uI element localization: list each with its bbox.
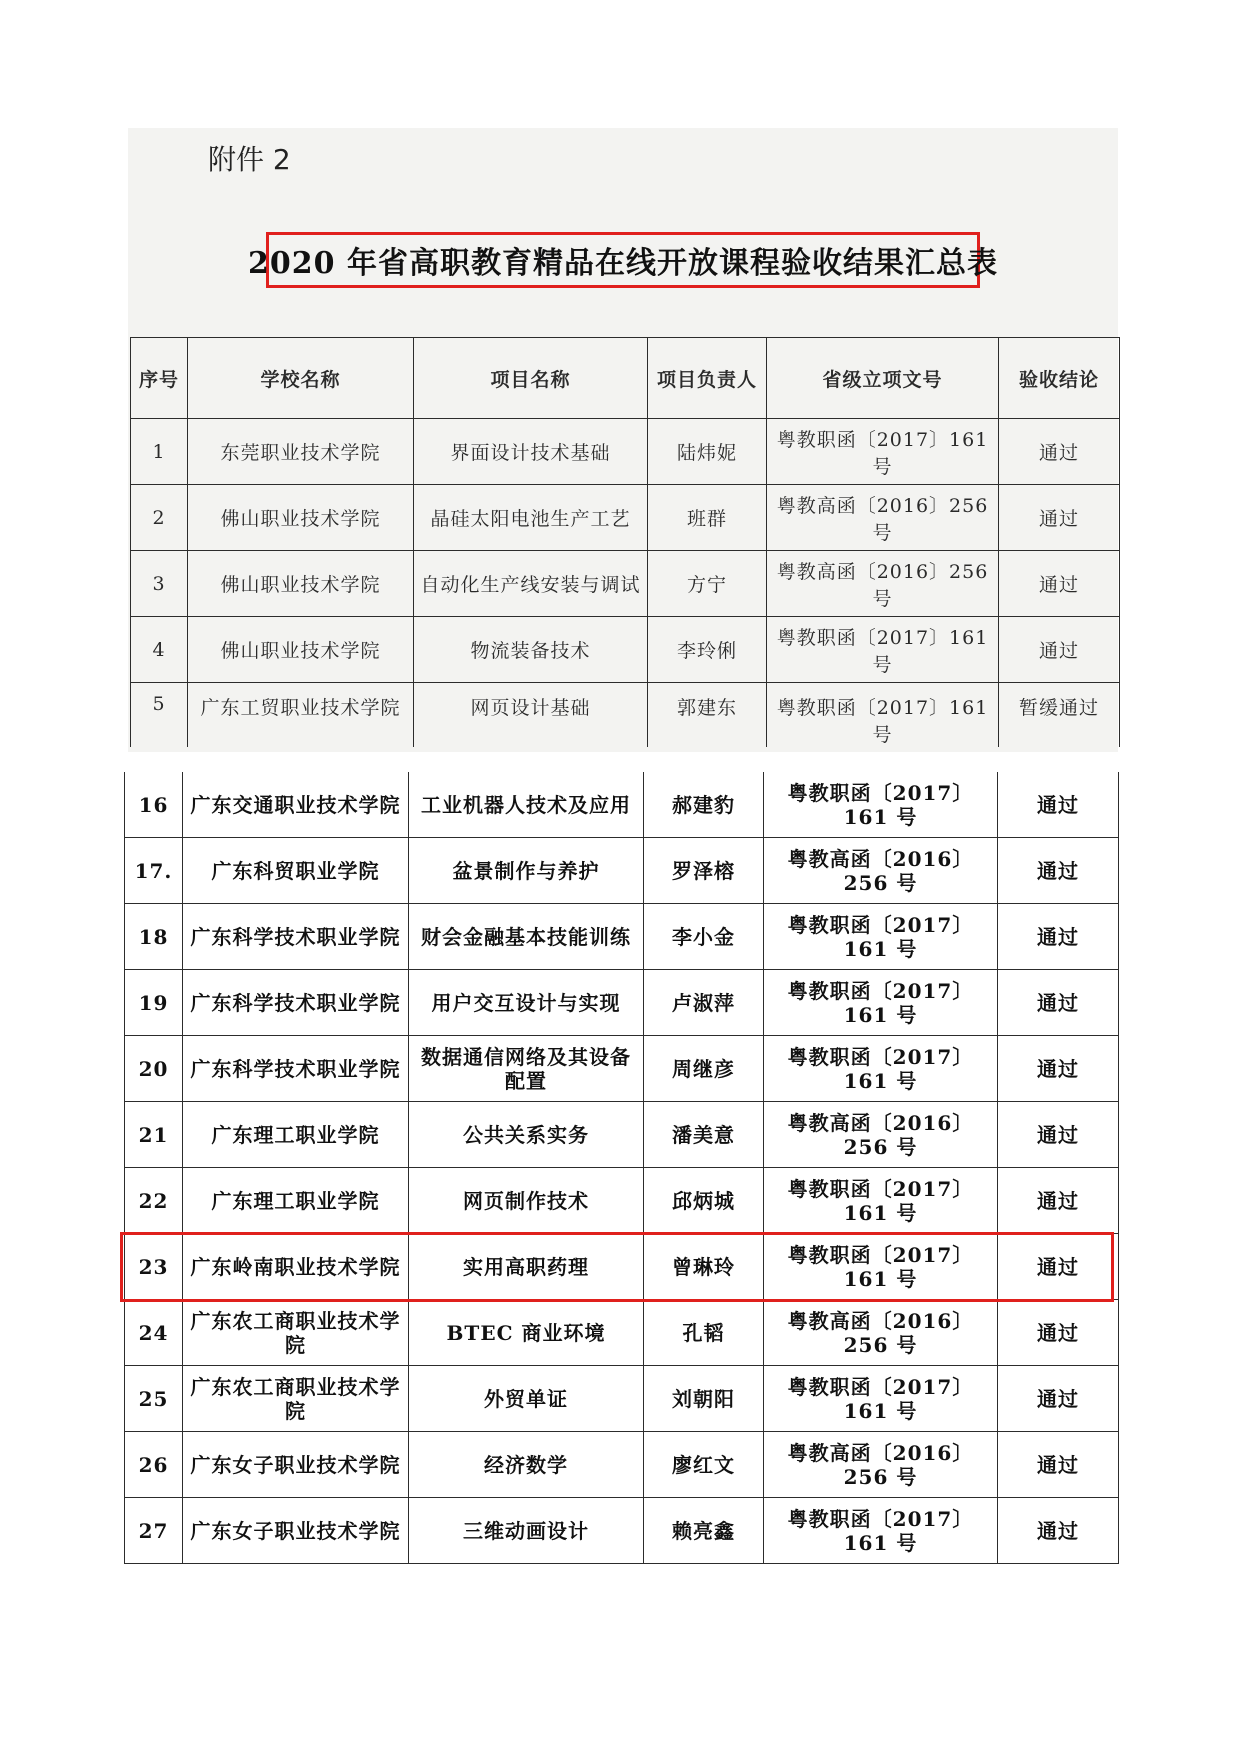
cell-doc: 粤教职函〔2017〕161 号 <box>767 419 999 485</box>
cell-project: 用户交互设计与实现 <box>409 970 644 1036</box>
header-school: 学校名称 <box>188 338 414 419</box>
table-row <box>125 838 1119 904</box>
cell-project: 自动化生产线安装与调试 <box>414 551 648 617</box>
cell-result: 通过 <box>998 904 1119 970</box>
cell-no: 19 <box>125 970 183 1036</box>
cell-result: 通过 <box>998 1366 1119 1432</box>
cell-no: 27 <box>125 1498 183 1564</box>
cell-leader: 曾琳玲 <box>644 1234 764 1300</box>
cell-doc: 粤教职函〔2017〕161 号 <box>764 970 998 1036</box>
cell-project: 经济数学 <box>409 1432 644 1498</box>
cell-leader: 廖红文 <box>644 1432 764 1498</box>
table-header-row <box>131 338 1120 419</box>
cell-no: 26 <box>125 1432 183 1498</box>
cell-project: 盆景制作与养护 <box>409 838 644 904</box>
cell-result: 通过 <box>998 1300 1119 1366</box>
table-row <box>131 485 1120 551</box>
cell-project: 物流装备技术 <box>414 617 648 683</box>
cell-doc: 粤教职函〔2017〕161 号 <box>764 1168 998 1234</box>
cell-no: 24 <box>125 1300 183 1366</box>
cell-result: 通过 <box>998 838 1119 904</box>
cell-no: 23 <box>125 1234 183 1300</box>
cell-project: 网页制作技术 <box>409 1168 644 1234</box>
document-title: 2020 年省高职教育精品在线开放课程验收结果汇总表 <box>248 246 998 281</box>
table-row <box>125 1168 1119 1234</box>
header-result: 验收结论 <box>999 338 1120 419</box>
row-23-highlight-box <box>120 1232 1114 1302</box>
cell-school: 广东农工商职业技术学院 <box>183 1366 409 1432</box>
cell-no: 17. <box>125 838 183 904</box>
table-row <box>125 1366 1119 1432</box>
header-leader: 项目负责人 <box>648 338 767 419</box>
cell-result: 通过 <box>998 1234 1119 1300</box>
cell-leader: 方宁 <box>648 551 767 617</box>
cell-leader: 李小金 <box>644 904 764 970</box>
cell-school: 广东岭南职业技术学院 <box>183 1234 409 1300</box>
results-table-bottom <box>124 772 1119 1564</box>
table-row <box>125 772 1119 838</box>
cell-leader: 孔韬 <box>644 1300 764 1366</box>
cell-result: 通过 <box>999 419 1120 485</box>
cell-project: 实用高职药理 <box>409 1234 644 1300</box>
cell-school: 广东女子职业技术学院 <box>183 1498 409 1564</box>
table-row <box>131 683 1120 748</box>
cell-no: 22 <box>125 1168 183 1234</box>
cell-doc: 粤教职函〔2017〕161 号 <box>764 1366 998 1432</box>
title-highlight-box <box>248 232 998 288</box>
cell-doc: 粤教职函〔2017〕161 号 <box>764 1498 998 1564</box>
cell-no: 4 <box>131 617 188 683</box>
cell-doc: 粤教高函〔2016〕256 号 <box>767 485 999 551</box>
cell-school: 广东工贸职业技术学院 <box>188 683 414 748</box>
cell-school: 广东科贸职业学院 <box>183 838 409 904</box>
table-row <box>125 1300 1119 1366</box>
cell-school: 广东理工职业学院 <box>183 1102 409 1168</box>
cell-doc: 粤教职函〔2017〕161 号 <box>764 772 998 838</box>
cell-project: 公共关系实务 <box>409 1102 644 1168</box>
cell-leader: 郝建豹 <box>644 772 764 838</box>
results-table-top <box>130 337 1120 747</box>
table-row <box>131 551 1120 617</box>
header-no: 序号 <box>131 338 188 419</box>
cell-leader: 赖亮鑫 <box>644 1498 764 1564</box>
cell-school: 广东理工职业学院 <box>183 1168 409 1234</box>
cell-school: 广东女子职业技术学院 <box>183 1432 409 1498</box>
cell-school: 广东科学技术职业学院 <box>183 904 409 970</box>
cell-school: 佛山职业技术学院 <box>188 551 414 617</box>
cell-no: 5 <box>131 683 188 748</box>
cell-school: 广东科学技术职业学院 <box>183 1036 409 1102</box>
cell-leader: 卢淑萍 <box>644 970 764 1036</box>
cell-project: 工业机器人技术及应用 <box>409 772 644 838</box>
cell-result: 通过 <box>998 1498 1119 1564</box>
cell-leader: 李玲俐 <box>648 617 767 683</box>
cell-no: 25 <box>125 1366 183 1432</box>
cell-doc: 粤教职函〔2017〕161 号 <box>767 617 999 683</box>
cell-result: 通过 <box>998 1168 1119 1234</box>
cell-result: 通过 <box>999 551 1120 617</box>
cell-result: 暂缓通过 <box>999 683 1120 748</box>
cell-school: 广东交通职业技术学院 <box>183 772 409 838</box>
cell-project: BTEC 商业环境 <box>409 1300 644 1366</box>
header-doc: 省级立项文号 <box>767 338 999 419</box>
cell-project: 晶硅太阳电池生产工艺 <box>414 485 648 551</box>
cell-leader: 班群 <box>648 485 767 551</box>
cell-doc: 粤教职函〔2017〕161 号 <box>767 683 999 748</box>
cell-doc: 粤教职函〔2017〕161 号 <box>764 1036 998 1102</box>
cell-project: 三维动画设计 <box>409 1498 644 1564</box>
cell-doc: 粤教高函〔2016〕256 号 <box>767 551 999 617</box>
cell-no: 16 <box>125 772 183 838</box>
cell-doc: 粤教高函〔2016〕256 号 <box>764 838 998 904</box>
cell-school: 佛山职业技术学院 <box>188 617 414 683</box>
cell-project: 界面设计技术基础 <box>414 419 648 485</box>
cell-leader: 陆炜妮 <box>648 419 767 485</box>
cell-result: 通过 <box>999 485 1120 551</box>
cell-project: 数据通信网络及其设备配置 <box>409 1036 644 1102</box>
table-row <box>125 1498 1119 1564</box>
cell-leader: 罗泽榕 <box>644 838 764 904</box>
table-row <box>131 419 1120 485</box>
cell-doc: 粤教高函〔2016〕256 号 <box>764 1300 998 1366</box>
cell-leader: 刘朝阳 <box>644 1366 764 1432</box>
cell-no: 18 <box>125 904 183 970</box>
cell-no: 21 <box>125 1102 183 1168</box>
cell-doc: 粤教高函〔2016〕256 号 <box>764 1102 998 1168</box>
table-row <box>125 1036 1119 1102</box>
cell-result: 通过 <box>998 1036 1119 1102</box>
table-row <box>125 1102 1119 1168</box>
cell-school: 广东科学技术职业学院 <box>183 970 409 1036</box>
cell-leader: 邱炳城 <box>644 1168 764 1234</box>
cell-school: 广东农工商职业技术学院 <box>183 1300 409 1366</box>
cell-project: 外贸单证 <box>409 1366 644 1432</box>
cell-school: 东莞职业技术学院 <box>188 419 414 485</box>
table-row <box>125 904 1119 970</box>
attachment-label: 附件 2 <box>208 143 291 176</box>
cell-result: 通过 <box>998 772 1119 838</box>
cell-no: 20 <box>125 1036 183 1102</box>
header-project: 项目名称 <box>414 338 648 419</box>
cell-project: 网页设计基础 <box>414 683 648 748</box>
cell-leader: 潘美意 <box>644 1102 764 1168</box>
cell-no: 1 <box>131 419 188 485</box>
table-row <box>125 970 1119 1036</box>
cell-project: 财会金融基本技能训练 <box>409 904 644 970</box>
cell-doc: 粤教职函〔2017〕161 号 <box>764 1234 998 1300</box>
cell-result: 通过 <box>999 617 1120 683</box>
cell-school: 佛山职业技术学院 <box>188 485 414 551</box>
cell-result: 通过 <box>998 970 1119 1036</box>
cell-no: 3 <box>131 551 188 617</box>
cell-leader: 周继彦 <box>644 1036 764 1102</box>
cell-result: 通过 <box>998 1102 1119 1168</box>
cell-result: 通过 <box>998 1432 1119 1498</box>
cell-no: 2 <box>131 485 188 551</box>
table-row <box>131 617 1120 683</box>
cell-leader: 郭建东 <box>648 683 767 748</box>
cell-doc: 粤教高函〔2016〕256 号 <box>764 1432 998 1498</box>
cell-doc: 粤教职函〔2017〕161 号 <box>764 904 998 970</box>
table-row <box>125 1432 1119 1498</box>
